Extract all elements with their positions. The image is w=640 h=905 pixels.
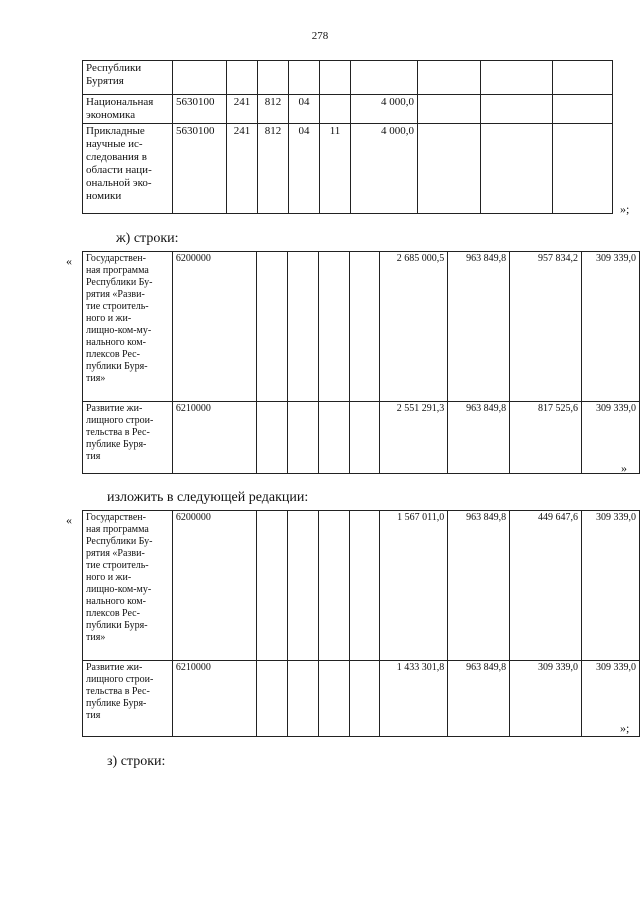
- row-gr: 812: [258, 124, 289, 214]
- row-sum-3: 957 834,2: [510, 252, 582, 402]
- row-rz: [289, 61, 320, 95]
- row-sum-2: [418, 95, 481, 124]
- section-label-zh: ж) строки:: [116, 231, 179, 246]
- row-rz: 04: [289, 95, 320, 124]
- row-vr: [256, 511, 287, 661]
- row-name: Прикладные научные ис- следования в области наци- ональной эко- номики: [83, 124, 173, 214]
- row-sum-2: 963 849,8: [448, 661, 510, 737]
- row-gr: [287, 402, 318, 474]
- row-name: Развитие жи- лищного строи- тельства в Рес- публике Буря- тия: [83, 402, 173, 474]
- row-sum-2: 963 849,8: [448, 402, 510, 474]
- page-number: 278: [311, 30, 329, 42]
- row-name: Республики Бурятия: [83, 61, 173, 95]
- row-vr: [256, 661, 287, 737]
- row-rz: [318, 402, 349, 474]
- row-code: 5630100: [173, 124, 227, 214]
- row-sum-4: [553, 61, 613, 95]
- row-sum-1: 1 433 301,8: [380, 661, 448, 737]
- row-pr: [320, 95, 351, 124]
- table-row: [83, 402, 640, 474]
- budget-table-original: [82, 251, 640, 474]
- row-sum-3: 817 525,6: [510, 402, 582, 474]
- row-pr: [320, 61, 351, 95]
- table-row: [83, 252, 640, 402]
- closing-quote: »;: [620, 721, 630, 735]
- row-sum-4: 309 339,0: [582, 511, 640, 661]
- row-vr: 241: [227, 124, 258, 214]
- opening-quote: «: [66, 254, 72, 268]
- row-name: Государствен- ная программа Республики Бу- рятия «Разви- тие строитель- ного и жи- лищно-ком-му- нального ком- плексов Рес- публики Буря- тия»: [83, 511, 173, 661]
- row-rz: 04: [289, 124, 320, 214]
- closing-quote: »: [621, 461, 627, 475]
- row-sum-3: 309 339,0: [510, 661, 582, 737]
- section-label-z: з) строки:: [107, 754, 166, 769]
- row-code: 6210000: [172, 402, 256, 474]
- row-sum-4: 309 339,0: [582, 661, 640, 737]
- row-pr: [349, 661, 380, 737]
- row-sum-3: [481, 61, 553, 95]
- table-row: [83, 95, 613, 124]
- row-gr: [287, 511, 318, 661]
- row-vr: [256, 252, 287, 402]
- row-sum-2: 963 849,8: [448, 252, 510, 402]
- row-pr: 11: [320, 124, 351, 214]
- row-pr: [349, 511, 380, 661]
- row-gr: 812: [258, 95, 289, 124]
- row-sum-3: [481, 124, 553, 214]
- row-sum-1: 4 000,0: [351, 95, 418, 124]
- row-pr: [349, 252, 380, 402]
- row-vr: [227, 61, 258, 95]
- row-sum-1: 2 551 291,3: [380, 402, 448, 474]
- row-name: Национальная экономика: [83, 95, 173, 124]
- row-code: 6210000: [172, 661, 256, 737]
- row-code: 6200000: [172, 252, 256, 402]
- row-sum-2: [418, 61, 481, 95]
- budget-table-new: [82, 510, 640, 737]
- row-code: 6200000: [172, 511, 256, 661]
- row-rz: [318, 661, 349, 737]
- row-sum-3: 449 647,6: [510, 511, 582, 661]
- opening-quote: «: [66, 513, 72, 527]
- table-row: [83, 511, 640, 661]
- row-sum-4: [553, 124, 613, 214]
- table-row: [83, 661, 640, 737]
- row-vr: 241: [227, 95, 258, 124]
- row-pr: [349, 402, 380, 474]
- row-sum-1: 2 685 000,5: [380, 252, 448, 402]
- section-label-new-edition: изложить в следующей редакции:: [107, 490, 309, 505]
- closing-quote: »;: [620, 202, 630, 216]
- row-sum-4: [553, 95, 613, 124]
- row-sum-4: 309 339,0: [582, 252, 640, 402]
- row-code: [173, 61, 227, 95]
- row-gr: [258, 61, 289, 95]
- row-gr: [287, 252, 318, 402]
- row-sum-3: [481, 95, 553, 124]
- row-rz: [318, 511, 349, 661]
- row-vr: [256, 402, 287, 474]
- row-sum-1: [351, 61, 418, 95]
- row-sum-2: 963 849,8: [448, 511, 510, 661]
- row-sum-1: 1 567 011,0: [380, 511, 448, 661]
- row-sum-1: 4 000,0: [351, 124, 418, 214]
- table-row: [83, 124, 613, 214]
- row-code: 5630100: [173, 95, 227, 124]
- row-sum-4: 309 339,0: [582, 402, 640, 474]
- row-gr: [287, 661, 318, 737]
- row-name: Государствен- ная программа Республики Бу- рятия «Разви- тие строитель- ного и жи- лищно-ком-му- нального ком- плексов Рес- публики Буря- тия»: [83, 252, 173, 402]
- budget-table-continuation: [82, 60, 613, 214]
- table-row: [83, 61, 613, 95]
- row-sum-2: [418, 124, 481, 214]
- row-name: Развитие жи- лищного строи- тельства в Рес- публике Буря- тия: [83, 661, 173, 737]
- row-rz: [318, 252, 349, 402]
